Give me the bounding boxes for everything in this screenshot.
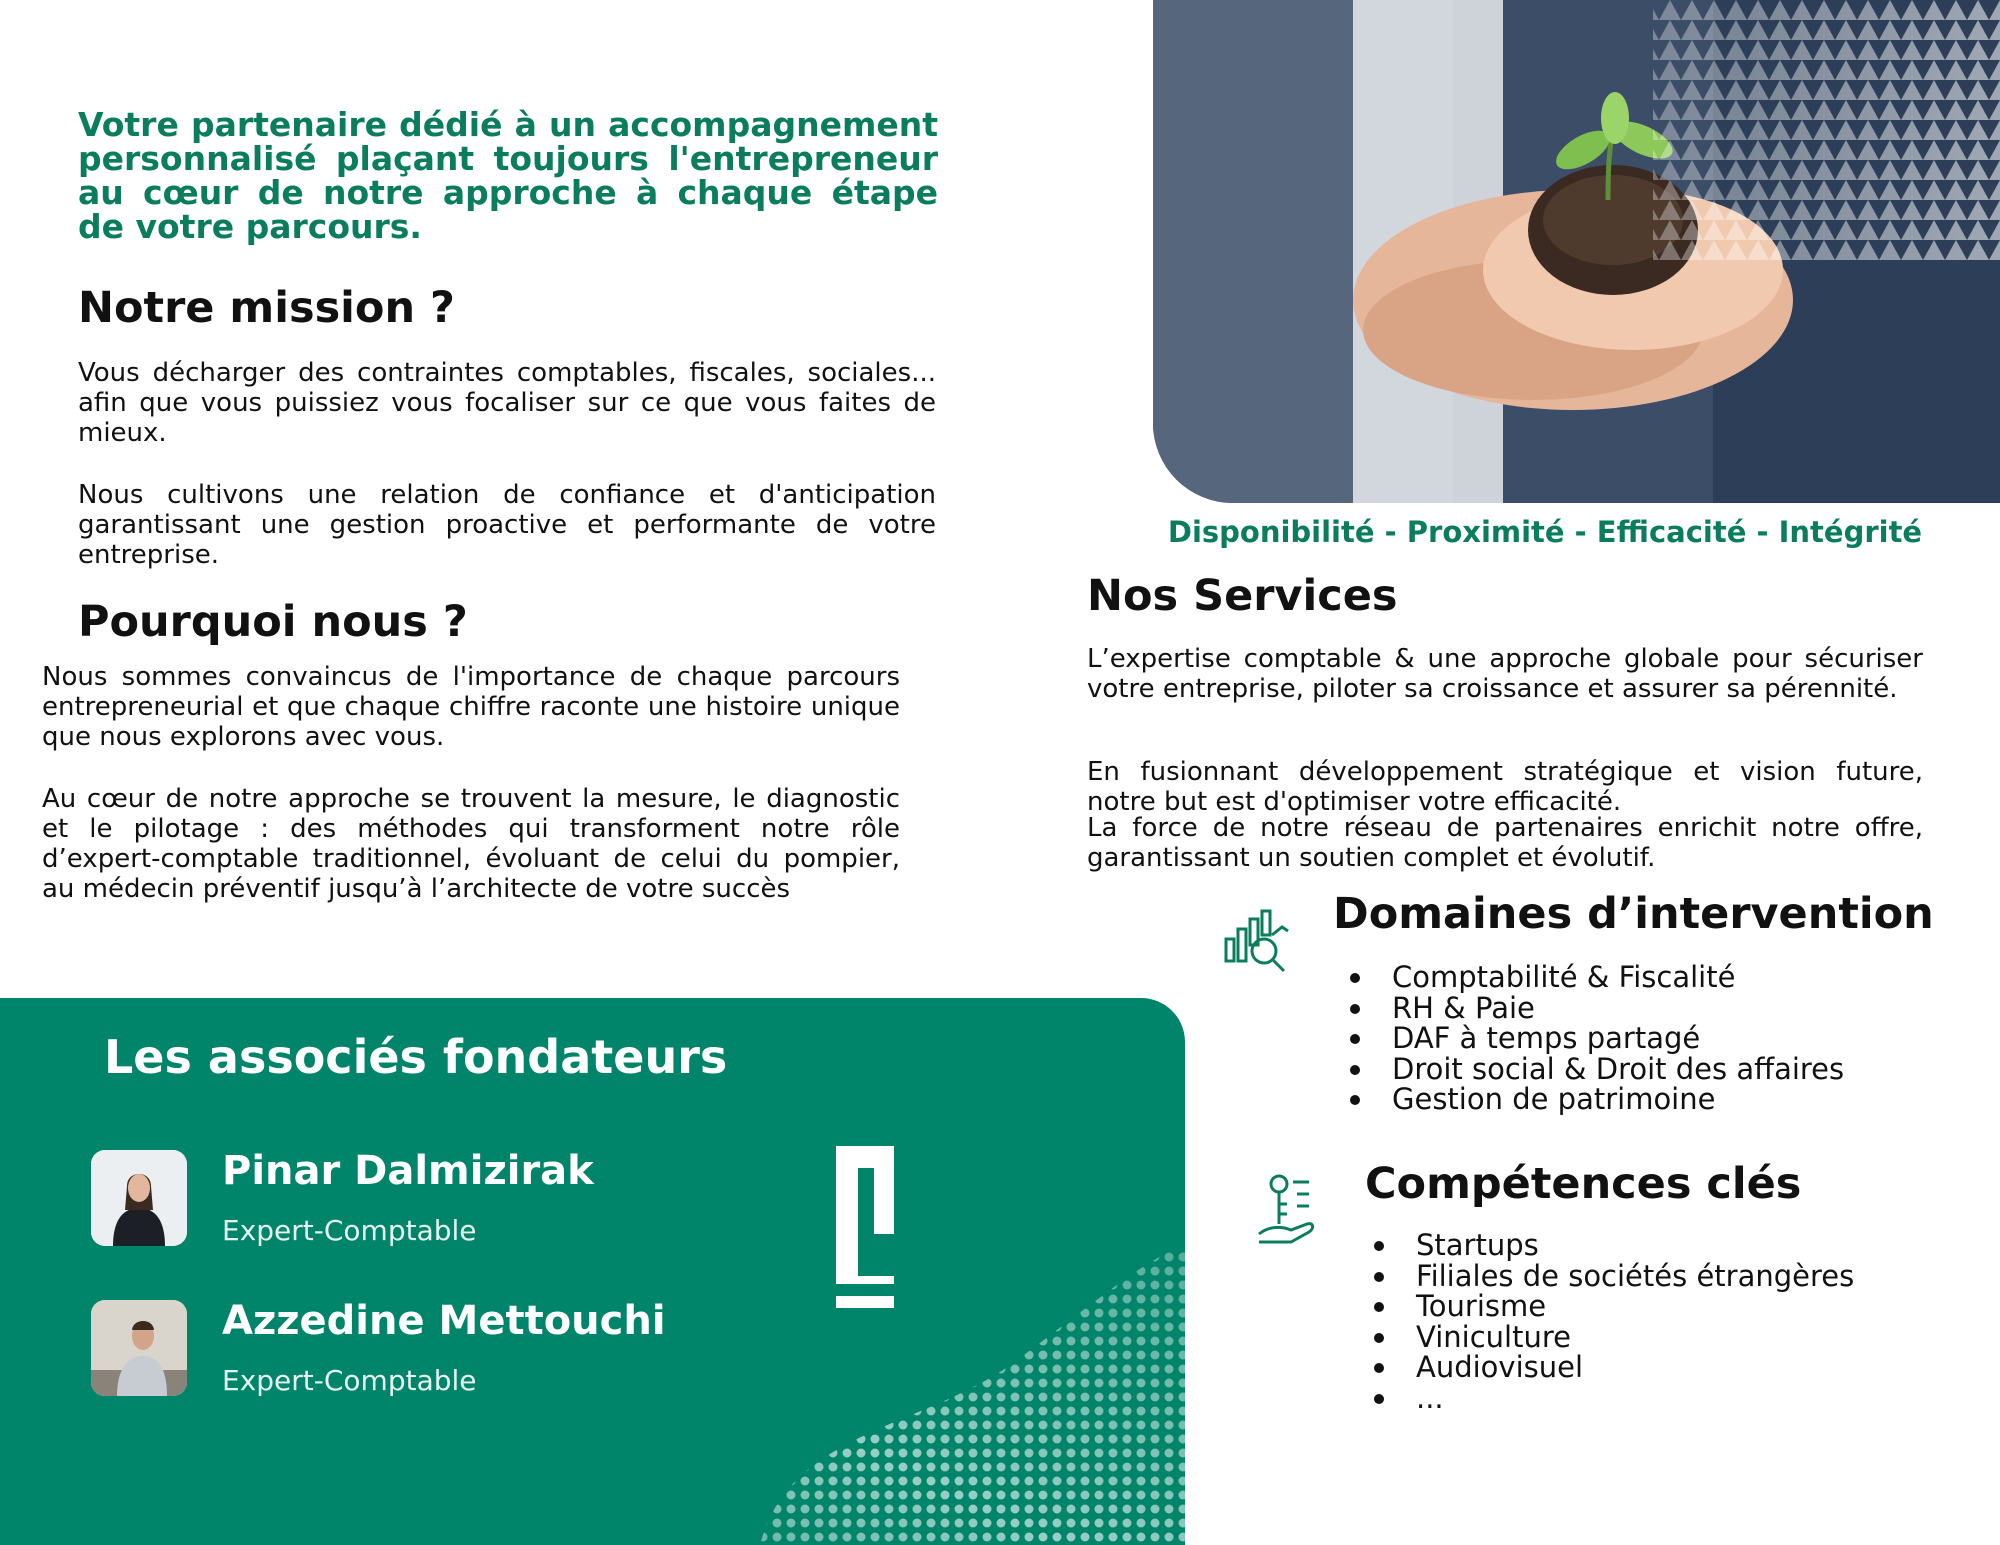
why-paragraph-1: Nous sommes convaincus de l'importance de chaque parcours entrepreneurial et que chaque chiffre raconte une histoire unique que nous explorons avec vous.	[42, 662, 900, 752]
skill-item: Startups	[1364, 1230, 1964, 1261]
skill-item: ...	[1364, 1383, 1964, 1414]
chart-magnifier-icon	[1222, 905, 1290, 975]
domain-item: Comptabilité & Fiscalité	[1340, 962, 1960, 993]
services-title: Nos Services	[1087, 571, 1398, 621]
mission-paragraph-1: Vous décharger des contraintes comptables, fiscales, sociales... afin que vous puissiez vous focaliser sur ce que vous faites de mieux.	[78, 358, 936, 448]
founder-name: Pinar Dalmizirak	[222, 1148, 594, 1194]
mission-title: Notre mission ?	[78, 283, 455, 333]
hand-key-icon	[1255, 1172, 1319, 1248]
services-paragraph-1: L’expertise comptable & une approche globale pour sécuriser votre entreprise, piloter sa croissance et assurer sa pérennité.	[1087, 644, 1923, 704]
skill-item: Filiales de sociétés étrangères	[1364, 1261, 1964, 1292]
domain-item: Gestion de patrimoine	[1340, 1084, 1960, 1115]
skill-item: Tourisme	[1364, 1291, 1964, 1322]
hands-plant-photo	[1153, 0, 2000, 503]
domain-item: DAF à temps partagé	[1340, 1023, 1960, 1054]
skills-list	[1364, 1230, 1964, 1413]
brand-logo	[836, 1146, 896, 1310]
tagline: Votre partenaire dédié à un accompagnement personnalisé plaçant toujours l'entrepreneur au cœur de notre approche à chaque étape de votre parcours.	[78, 105, 938, 246]
founder-role: Expert-Comptable	[222, 1214, 477, 1247]
domains-title: Domaines d’intervention	[1333, 889, 1934, 939]
services-paragraph-2: En fusionnant développement stratégique et vision future, notre but est d'optimiser votre efficacité.	[1087, 757, 1923, 817]
domain-item: RH & Paie	[1340, 993, 1960, 1024]
skill-item: Audiovisuel	[1364, 1352, 1964, 1383]
domains-list	[1340, 962, 1960, 1115]
avatar	[91, 1300, 187, 1396]
skill-item: Viniculture	[1364, 1322, 1964, 1353]
skills-title: Compétences clés	[1365, 1159, 1802, 1209]
domain-item: Droit social & Droit des affaires	[1340, 1054, 1960, 1085]
founders-title: Les associés fondateurs	[104, 1030, 728, 1084]
avatar	[91, 1150, 187, 1246]
founder-role: Expert-Comptable	[222, 1364, 477, 1397]
founder-name: Azzedine Mettouchi	[222, 1298, 666, 1344]
services-paragraph-3: La force de notre réseau de partenaires enrichit notre offre, garantissant un soutien complet et évolutif.	[1087, 813, 1923, 873]
mission-paragraph-2: Nous cultivons une relation de confiance et d'anticipation garantissant une gestion proactive et performante de votre entreprise.	[78, 480, 936, 570]
why-title: Pourquoi nous ?	[78, 597, 468, 647]
why-paragraph-2: Au cœur de notre approche se trouvent la mesure, le diagnostic et le pilotage : des méthodes qui transforment notre rôle d’expert-comptable traditionnel, évoluant de celui du pompier, au médecin préventif jusqu’à l’architecte de votre succès	[42, 784, 900, 904]
values-banner: Disponibilité - Proximité - Efficacité - Intégrité	[1167, 515, 1923, 549]
